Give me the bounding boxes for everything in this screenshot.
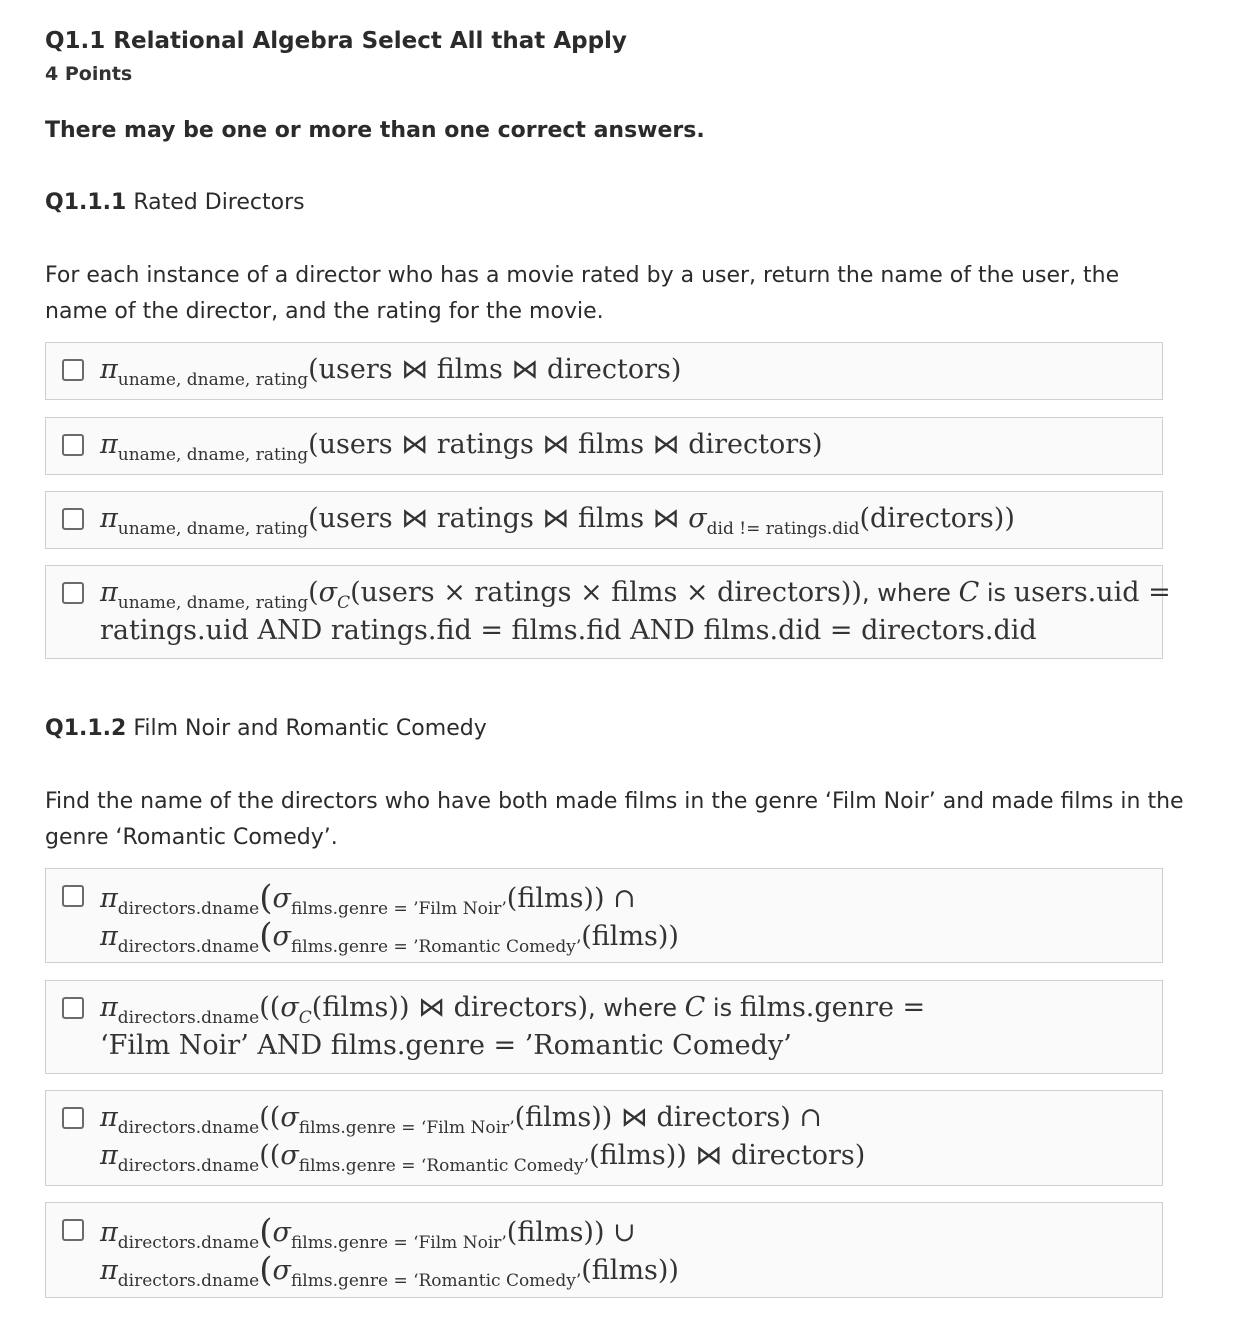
option-expression-line-1: $\pi_{directors.dname}(\sigma_{films.genre = ’Film Noir’}(films))$ ∩ (100, 878, 636, 919)
option-expression-line-2: $\pi_{directors.dname}(\sigma_{films.genre = ‘Romantic Comedy’}(films))$ (100, 1250, 679, 1291)
option-expression: $\pi_{uname, dname, rating}(users$ ⋈ films ⋈ directors) (100, 354, 682, 390)
option-checkbox[interactable] (62, 359, 84, 381)
answer-option[interactable] (45, 342, 1163, 400)
answer-option[interactable] (45, 980, 1163, 1074)
answer-option[interactable] (45, 491, 1163, 549)
subquestion-name: Film Noir and Romantic Comedy (133, 716, 487, 741)
instruction-note: There may be one or more than one correct answers. (45, 118, 705, 143)
option-expression-line-2: ratings.uid AND ratings.fid = films.fid AND films.did = directors.did (100, 615, 1037, 646)
subquestion-number: Q1.1.2 (45, 716, 127, 741)
answer-option[interactable] (45, 868, 1163, 963)
answer-option[interactable] (45, 417, 1163, 475)
option-checkbox[interactable] (62, 885, 84, 907)
option-expression-line-1: $\pi_{directors.dname}((\sigma_C(films))$ ⋈ directors), where C is films.genre = (100, 992, 926, 1028)
subquestion-number: Q1.1.1 (45, 190, 127, 215)
option-expression: $\pi_{uname, dname, rating}(users$ ⋈ ratings ⋈ films ⋈ $\sigma_{did != ratings.did}(directors)$) (100, 503, 1015, 539)
subquestion-heading-rated-directors (45, 190, 305, 215)
option-expression-line-2: $\pi_{directors.dname}((\sigma_{films.genre = ‘Romantic Comedy’}(films))$ ⋈ directors) (100, 1140, 866, 1176)
option-checkbox[interactable] (62, 997, 84, 1019)
answer-option[interactable] (45, 1090, 1163, 1186)
option-expression-line-1: $\pi_{uname, dname, rating}(\sigma_C(users$ × ratings × films × directors)), where C is users.uid = (100, 577, 1171, 613)
option-expression-line-1: $\pi_{directors.dname}((\sigma_{films.genre = ‘Film Noir’}(films))$ ⋈ directors) ∩ (100, 1102, 823, 1138)
answer-option[interactable] (45, 565, 1171, 659)
option-checkbox[interactable] (62, 508, 84, 530)
option-checkbox[interactable] (62, 434, 84, 456)
answer-option[interactable] (45, 1202, 1163, 1298)
option-expression: $\pi_{uname, dname, rating}(users$ ⋈ ratings ⋈ films ⋈ directors) (100, 429, 823, 465)
option-checkbox[interactable] (62, 1219, 84, 1241)
option-expression-line-2: $\pi_{directors.dname}(\sigma_{films.genre = ’Romantic Comedy’}(films))$ (100, 916, 679, 957)
option-checkbox[interactable] (62, 1107, 84, 1129)
question-title: Q1.1 Relational Algebra Select All that Apply (45, 28, 627, 54)
subquestion-prompt: For each instance of a director who has a movie rated by a user, return the name of the user, the name of the director, and the rating for the movie. (45, 263, 1120, 324)
question-points: 4 Points (45, 63, 133, 85)
subquestion-name: Rated Directors (133, 190, 305, 215)
option-expression-line-1: $\pi_{directors.dname}(\sigma_{films.genre = ‘Film Noir’}(films))$ ∪ (100, 1212, 636, 1253)
option-checkbox[interactable] (62, 582, 84, 604)
subquestion-heading-film-noir (45, 716, 487, 741)
subquestion-prompt: Find the name of the directors who have both made films in the genre ‘Film Noir’ and made films in the genre ‘Romantic Comedy’. (45, 789, 1184, 850)
option-expression-line-2: ‘Film Noir’ AND films.genre = ’Romantic Comedy’ (100, 1030, 792, 1061)
